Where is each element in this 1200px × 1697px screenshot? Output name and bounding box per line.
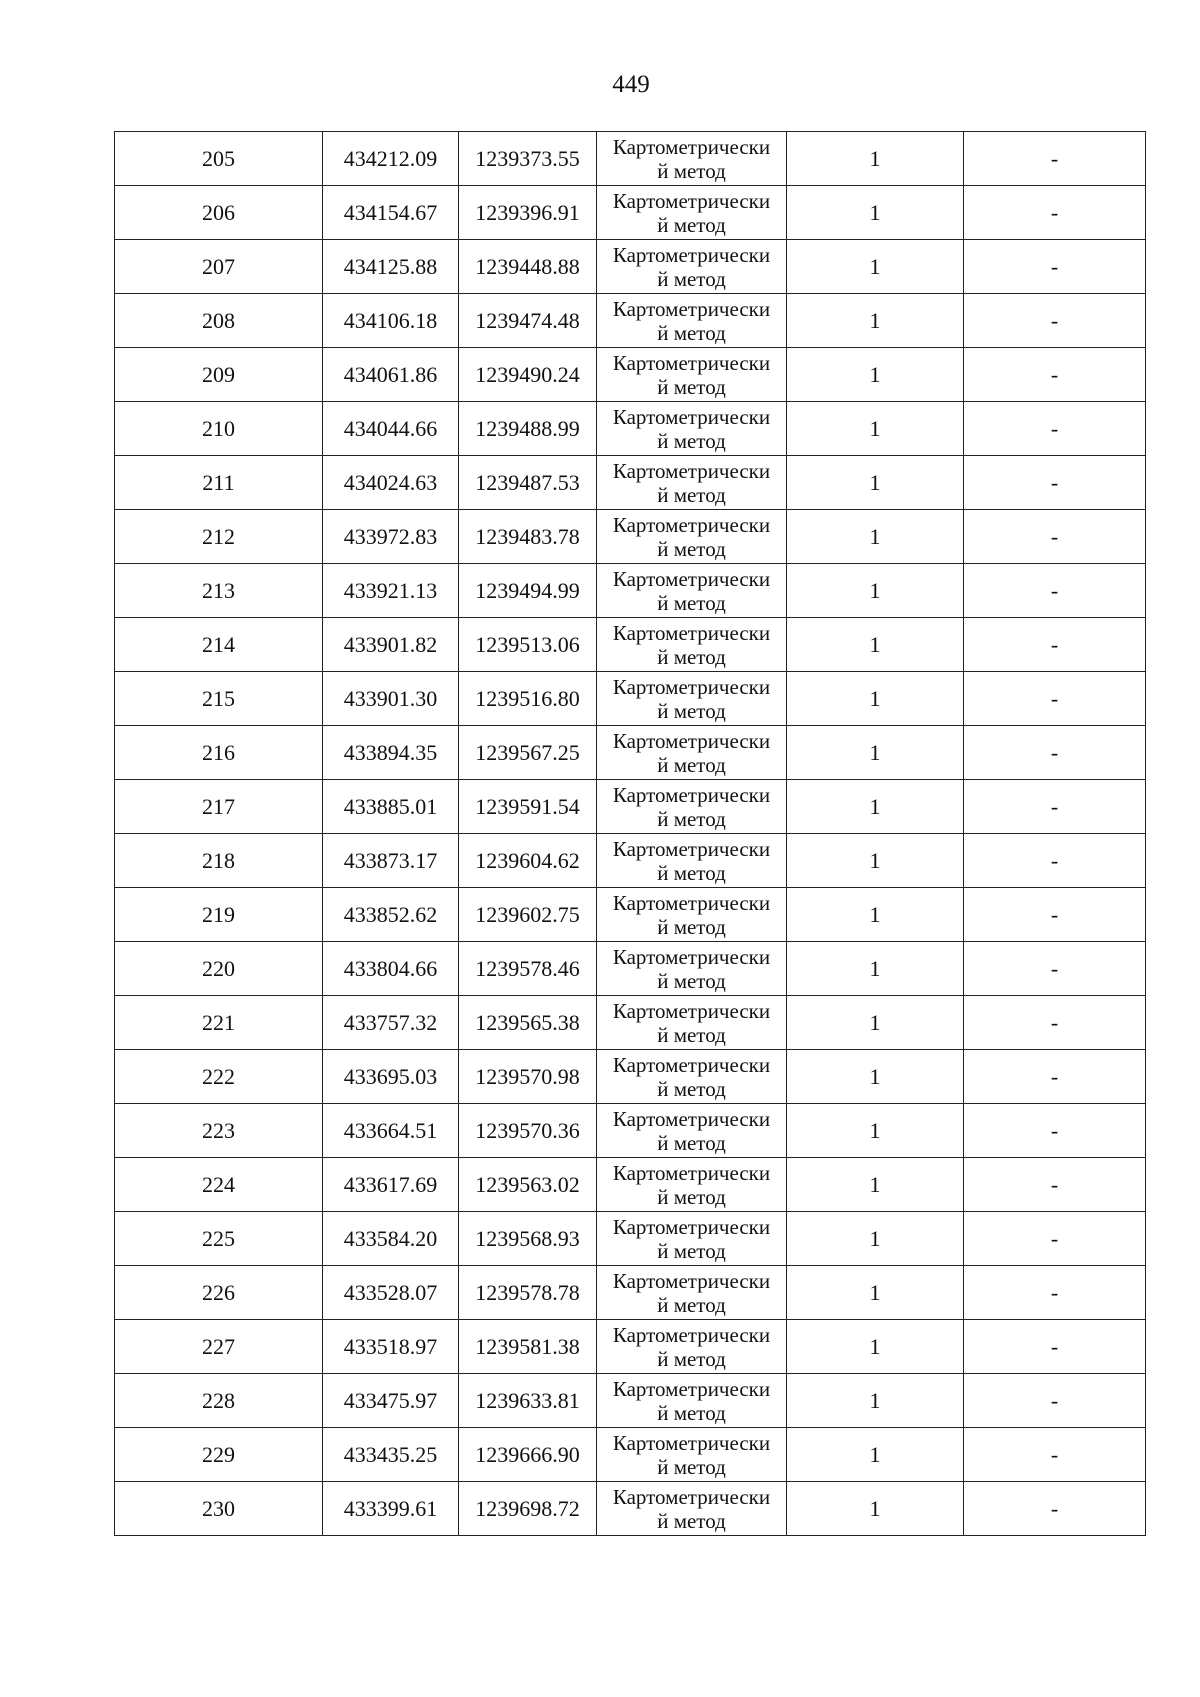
- y-coordinate-cell: 1239474.48: [459, 294, 597, 348]
- method-cell: Картометрически й метод: [597, 1266, 787, 1320]
- y-coordinate-cell: 1239487.53: [459, 456, 597, 510]
- table-row: [115, 618, 1146, 672]
- point-number-cell: 223: [115, 1104, 323, 1158]
- accuracy-cell: 1: [787, 672, 964, 726]
- x-coordinate-cell: 433695.03: [323, 1050, 459, 1104]
- point-number-cell: 212: [115, 510, 323, 564]
- method-cell: Картометрически й метод: [597, 1374, 787, 1428]
- y-coordinate-cell: 1239373.55: [459, 132, 597, 186]
- table-row: [115, 996, 1146, 1050]
- x-coordinate-cell: 433528.07: [323, 1266, 459, 1320]
- point-number-cell: 225: [115, 1212, 323, 1266]
- y-coordinate-cell: 1239448.88: [459, 240, 597, 294]
- accuracy-cell: 1: [787, 294, 964, 348]
- y-coordinate-cell: 1239568.93: [459, 1212, 597, 1266]
- x-coordinate-cell: 433852.62: [323, 888, 459, 942]
- accuracy-cell: 1: [787, 510, 964, 564]
- accuracy-cell: 1: [787, 132, 964, 186]
- table-row: [115, 294, 1146, 348]
- method-cell: Картометрически й метод: [597, 780, 787, 834]
- coordinates-table: [114, 131, 1146, 1536]
- table-row: [115, 240, 1146, 294]
- y-coordinate-cell: 1239570.98: [459, 1050, 597, 1104]
- point-number-cell: 213: [115, 564, 323, 618]
- note-cell: -: [964, 132, 1146, 186]
- x-coordinate-cell: 433901.30: [323, 672, 459, 726]
- accuracy-cell: 1: [787, 1374, 964, 1428]
- accuracy-cell: 1: [787, 564, 964, 618]
- note-cell: -: [964, 1050, 1146, 1104]
- method-cell: Картометрически й метод: [597, 564, 787, 618]
- note-cell: -: [964, 564, 1146, 618]
- method-cell: Картометрически й метод: [597, 942, 787, 996]
- method-cell: Картометрически й метод: [597, 348, 787, 402]
- note-cell: -: [964, 834, 1146, 888]
- note-cell: -: [964, 1212, 1146, 1266]
- point-number-cell: 227: [115, 1320, 323, 1374]
- accuracy-cell: 1: [787, 888, 964, 942]
- method-cell: Картометрически й метод: [597, 834, 787, 888]
- table-row: [115, 564, 1146, 618]
- method-cell: Картометрически й метод: [597, 294, 787, 348]
- note-cell: -: [964, 294, 1146, 348]
- point-number-cell: 206: [115, 186, 323, 240]
- note-cell: -: [964, 942, 1146, 996]
- point-number-cell: 218: [115, 834, 323, 888]
- y-coordinate-cell: 1239602.75: [459, 888, 597, 942]
- accuracy-cell: 1: [787, 1158, 964, 1212]
- point-number-cell: 228: [115, 1374, 323, 1428]
- y-coordinate-cell: 1239567.25: [459, 726, 597, 780]
- method-cell: Картометрически й метод: [597, 1158, 787, 1212]
- method-cell: Картометрически й метод: [597, 1320, 787, 1374]
- point-number-cell: 229: [115, 1428, 323, 1482]
- accuracy-cell: 1: [787, 942, 964, 996]
- x-coordinate-cell: 434125.88: [323, 240, 459, 294]
- x-coordinate-cell: 433664.51: [323, 1104, 459, 1158]
- table-row: [115, 510, 1146, 564]
- method-cell: Картометрически й метод: [597, 510, 787, 564]
- method-cell: Картометрически й метод: [597, 1428, 787, 1482]
- point-number-cell: 220: [115, 942, 323, 996]
- table-row: [115, 780, 1146, 834]
- point-number-cell: 226: [115, 1266, 323, 1320]
- note-cell: -: [964, 1266, 1146, 1320]
- x-coordinate-cell: 433757.32: [323, 996, 459, 1050]
- y-coordinate-cell: 1239516.80: [459, 672, 597, 726]
- method-cell: Картометрически й метод: [597, 888, 787, 942]
- y-coordinate-cell: 1239570.36: [459, 1104, 597, 1158]
- method-cell: Картометрически й метод: [597, 996, 787, 1050]
- table-row: [115, 456, 1146, 510]
- table-row: [115, 132, 1146, 186]
- note-cell: -: [964, 618, 1146, 672]
- note-cell: -: [964, 726, 1146, 780]
- x-coordinate-cell: 433894.35: [323, 726, 459, 780]
- x-coordinate-cell: 433921.13: [323, 564, 459, 618]
- accuracy-cell: 1: [787, 996, 964, 1050]
- note-cell: -: [964, 402, 1146, 456]
- note-cell: -: [964, 672, 1146, 726]
- table-row: [115, 942, 1146, 996]
- x-coordinate-cell: 433804.66: [323, 942, 459, 996]
- y-coordinate-cell: 1239633.81: [459, 1374, 597, 1428]
- note-cell: -: [964, 1374, 1146, 1428]
- method-cell: Картометрически й метод: [597, 402, 787, 456]
- point-number-cell: 230: [115, 1482, 323, 1536]
- point-number-cell: 221: [115, 996, 323, 1050]
- x-coordinate-cell: 433885.01: [323, 780, 459, 834]
- table-row: [115, 1320, 1146, 1374]
- accuracy-cell: 1: [787, 1266, 964, 1320]
- page-number: 449: [612, 71, 650, 98]
- method-cell: Картометрически й метод: [597, 186, 787, 240]
- note-cell: -: [964, 456, 1146, 510]
- y-coordinate-cell: 1239581.38: [459, 1320, 597, 1374]
- note-cell: -: [964, 186, 1146, 240]
- note-cell: -: [964, 1104, 1146, 1158]
- note-cell: -: [964, 348, 1146, 402]
- accuracy-cell: 1: [787, 1104, 964, 1158]
- x-coordinate-cell: 433584.20: [323, 1212, 459, 1266]
- note-cell: -: [964, 780, 1146, 834]
- x-coordinate-cell: 434044.66: [323, 402, 459, 456]
- y-coordinate-cell: 1239513.06: [459, 618, 597, 672]
- y-coordinate-cell: 1239563.02: [459, 1158, 597, 1212]
- method-cell: Картометрически й метод: [597, 1482, 787, 1536]
- y-coordinate-cell: 1239396.91: [459, 186, 597, 240]
- x-coordinate-cell: 434212.09: [323, 132, 459, 186]
- y-coordinate-cell: 1239490.24: [459, 348, 597, 402]
- method-cell: Картометрически й метод: [597, 618, 787, 672]
- table-row: [115, 672, 1146, 726]
- table-row: [115, 1428, 1146, 1482]
- point-number-cell: 216: [115, 726, 323, 780]
- method-cell: Картометрически й метод: [597, 1212, 787, 1266]
- x-coordinate-cell: 434024.63: [323, 456, 459, 510]
- point-number-cell: 211: [115, 456, 323, 510]
- x-coordinate-cell: 434061.86: [323, 348, 459, 402]
- point-number-cell: 214: [115, 618, 323, 672]
- y-coordinate-cell: 1239565.38: [459, 996, 597, 1050]
- method-cell: Картометрически й метод: [597, 672, 787, 726]
- x-coordinate-cell: 433873.17: [323, 834, 459, 888]
- accuracy-cell: 1: [787, 726, 964, 780]
- x-coordinate-cell: 433399.61: [323, 1482, 459, 1536]
- method-cell: Картометрически й метод: [597, 1050, 787, 1104]
- accuracy-cell: 1: [787, 618, 964, 672]
- x-coordinate-cell: 433901.82: [323, 618, 459, 672]
- method-cell: Картометрически й метод: [597, 132, 787, 186]
- table-body: [115, 132, 1146, 1536]
- accuracy-cell: 1: [787, 240, 964, 294]
- x-coordinate-cell: 433475.97: [323, 1374, 459, 1428]
- y-coordinate-cell: 1239488.99: [459, 402, 597, 456]
- note-cell: -: [964, 888, 1146, 942]
- accuracy-cell: 1: [787, 1050, 964, 1104]
- note-cell: -: [964, 996, 1146, 1050]
- point-number-cell: 209: [115, 348, 323, 402]
- table-row: [115, 888, 1146, 942]
- y-coordinate-cell: 1239666.90: [459, 1428, 597, 1482]
- x-coordinate-cell: 433972.83: [323, 510, 459, 564]
- x-coordinate-cell: 433617.69: [323, 1158, 459, 1212]
- x-coordinate-cell: 434154.67: [323, 186, 459, 240]
- table-row: [115, 1104, 1146, 1158]
- table-row: [115, 1374, 1146, 1428]
- method-cell: Картометрически й метод: [597, 240, 787, 294]
- table-row: [115, 1482, 1146, 1536]
- x-coordinate-cell: 433518.97: [323, 1320, 459, 1374]
- note-cell: -: [964, 1428, 1146, 1482]
- note-cell: -: [964, 1158, 1146, 1212]
- note-cell: -: [964, 240, 1146, 294]
- y-coordinate-cell: 1239578.46: [459, 942, 597, 996]
- table-row: [115, 1158, 1146, 1212]
- accuracy-cell: 1: [787, 1482, 964, 1536]
- accuracy-cell: 1: [787, 1320, 964, 1374]
- y-coordinate-cell: 1239698.72: [459, 1482, 597, 1536]
- table-row: [115, 186, 1146, 240]
- point-number-cell: 217: [115, 780, 323, 834]
- table-row: [115, 402, 1146, 456]
- point-number-cell: 205: [115, 132, 323, 186]
- point-number-cell: 207: [115, 240, 323, 294]
- y-coordinate-cell: 1239591.54: [459, 780, 597, 834]
- method-cell: Картометрически й метод: [597, 1104, 787, 1158]
- table-row: [115, 1212, 1146, 1266]
- accuracy-cell: 1: [787, 834, 964, 888]
- x-coordinate-cell: 434106.18: [323, 294, 459, 348]
- note-cell: -: [964, 1482, 1146, 1536]
- note-cell: -: [964, 1320, 1146, 1374]
- table-row: [115, 834, 1146, 888]
- table-row: [115, 1266, 1146, 1320]
- accuracy-cell: 1: [787, 780, 964, 834]
- table-row: [115, 348, 1146, 402]
- y-coordinate-cell: 1239483.78: [459, 510, 597, 564]
- point-number-cell: 208: [115, 294, 323, 348]
- accuracy-cell: 1: [787, 456, 964, 510]
- method-cell: Картометрически й метод: [597, 456, 787, 510]
- accuracy-cell: 1: [787, 1428, 964, 1482]
- accuracy-cell: 1: [787, 186, 964, 240]
- method-cell: Картометрически й метод: [597, 726, 787, 780]
- y-coordinate-cell: 1239604.62: [459, 834, 597, 888]
- table-row: [115, 726, 1146, 780]
- accuracy-cell: 1: [787, 348, 964, 402]
- note-cell: -: [964, 510, 1146, 564]
- y-coordinate-cell: 1239494.99: [459, 564, 597, 618]
- point-number-cell: 219: [115, 888, 323, 942]
- point-number-cell: 210: [115, 402, 323, 456]
- accuracy-cell: 1: [787, 1212, 964, 1266]
- x-coordinate-cell: 433435.25: [323, 1428, 459, 1482]
- table-row: [115, 1050, 1146, 1104]
- point-number-cell: 222: [115, 1050, 323, 1104]
- point-number-cell: 215: [115, 672, 323, 726]
- y-coordinate-cell: 1239578.78: [459, 1266, 597, 1320]
- point-number-cell: 224: [115, 1158, 323, 1212]
- accuracy-cell: 1: [787, 402, 964, 456]
